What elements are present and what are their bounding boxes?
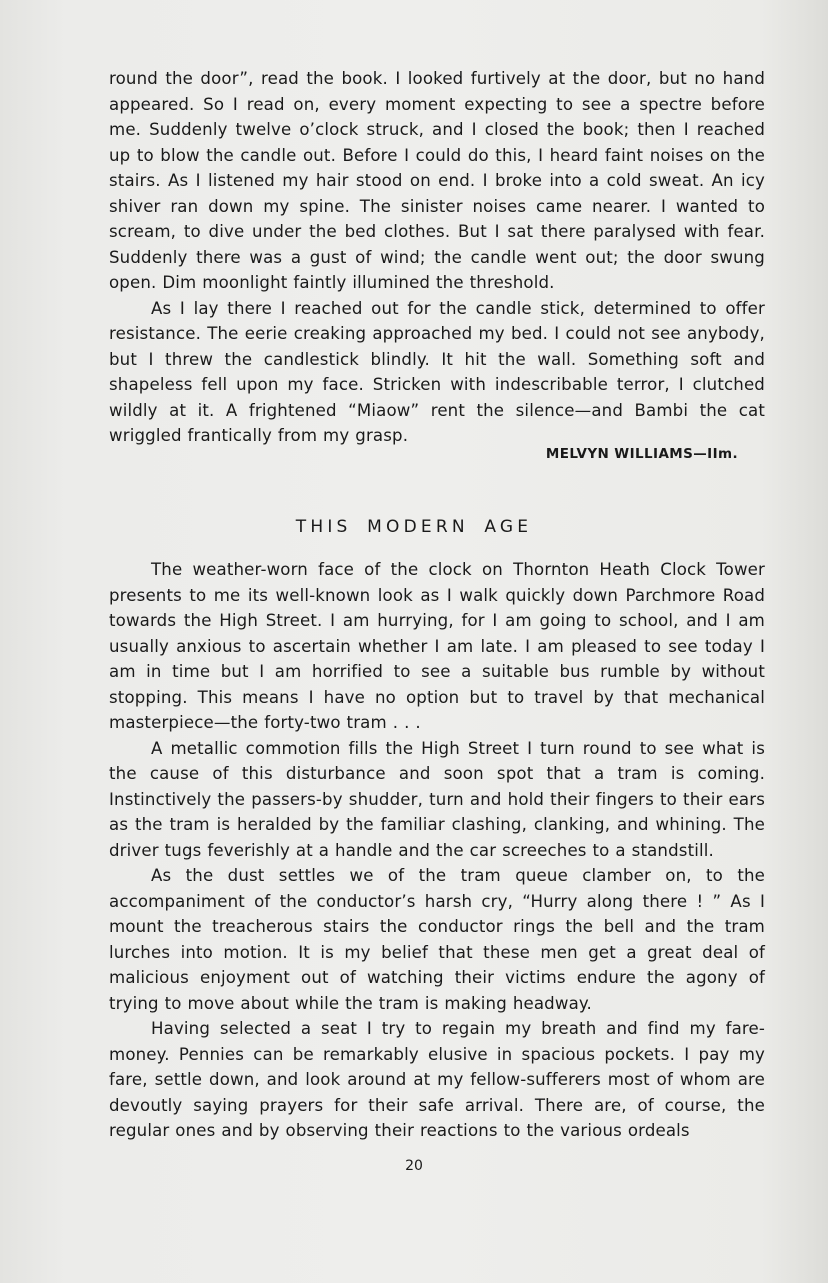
paragraph: As I lay there I reached out for the candle stick, determined to offer resistance. The eerie creaking approached my bed. I could not see anybody, but I threw the candlestick blindly. It hit the wall. Something soft and shapeless fell upon my face. Stricken with indescribable terror, I clutched wildly at it. A frightened “Miaow” rent the silence—and Bambi the cat wriggled frantically from my grasp. xyxy=(109,298,765,445)
story-body xyxy=(109,557,765,1144)
author-attribution: MELVYN WILLIAMS—IIm. xyxy=(545,446,738,462)
paragraph: The weather-worn face of the clock on Thornton Heath Clock Tower presents to me its well-known look as I walk quickly down Parchmore Road towards the High Street. I am hurrying, for I am going to school, and I am usually anxious to ascertain whether I am late. I am pleased to see today I am in time but I am horrified to see a suitable bus rumble by without stopping. This means I have no option but to travel by that mechanical masterpiece—the forty-two tram . . . xyxy=(109,560,765,732)
paragraph: Having selected a seat I try to regain my breath and find my fare-money. Pennies can be remarkably elusive in spacious pockets. I pay my fare, settle down, and look around at my fellow-sufferers most of whom are devoutly saying prayers for their safe arrival. There are, of course, the regular ones and by observing their reactions to the various ordeals xyxy=(109,1019,765,1140)
page-number: 20 xyxy=(405,1158,423,1174)
section-title: THIS MODERN AGE xyxy=(295,517,533,537)
paragraph: As the dust settles we of the tram queue clamber on, to the accompaniment of the conductor’s harsh cry, “Hurry along there ! ” As I mount the treacherous stairs the conductor rings the bell and the tram lurches into motion. It is my belief that these men get a great deal of malicious enjoyment out of watching their victims endure the agony of trying to move about while the tram is making headway. xyxy=(109,866,765,1013)
story-continued xyxy=(109,66,765,449)
paragraph: round the door”, read the book. I looked furtively at the door, but no hand appeared. So I read on, every moment expecting to see a spectre before me. Suddenly twelve o’clock struck, and I closed the book; then I reached up to blow the candle out. Before I could do this, I heard faint noises on the stairs. As I listened my hair stood on end. I broke into a cold sweat. An icy shiver ran down my spine. The sinister noises came nearer. I wanted to scream, to dive under the bed clothes. But I sat there paralysed with fear. Suddenly there was a gust of wind; the candle went out; the door swung open. Dim moonlight faintly illumined the threshold. xyxy=(109,69,765,292)
paragraph: A metallic commotion fills the High Street I turn round to see what is the cause of this disturbance and soon spot that a tram is coming. Instinctively the passers-by shudder, turn and hold their fingers to their ears as the tram is heralded by the familiar clashing, clanking, and whining. The driver tugs feverishly at a handle and the car screeches to a standstill. xyxy=(109,738,765,860)
